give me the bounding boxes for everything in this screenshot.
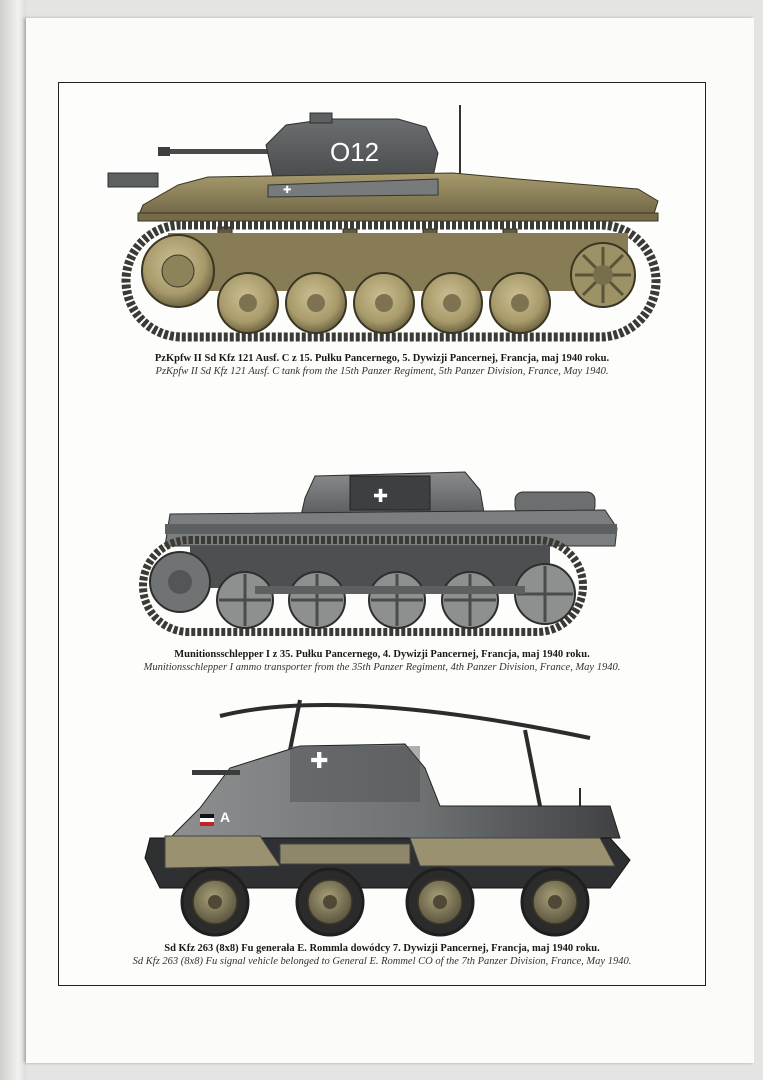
svg-text:✚: ✚ bbox=[373, 486, 389, 506]
caption-polish: Sd Kfz 263 (8x8) Fu generała E. Rommla dowódcy 7. Dywizji Pancernej, Francja, maj 1940 roku. bbox=[164, 943, 600, 954]
pzkpfw-ii-caption bbox=[58, 352, 706, 378]
turret-number: O12 bbox=[330, 137, 380, 167]
vehicle-marking: A bbox=[220, 809, 231, 825]
book-gutter bbox=[0, 0, 26, 1080]
caption-english: Sd Kfz 263 (8x8) Fu signal vehicle belonged to General E. Rommel CO of the 7th Panzer Division, France, May 1940. bbox=[132, 956, 632, 967]
sdkfz-263-caption bbox=[58, 942, 706, 968]
caption-english: PzKpfw II Sd Kfz 121 Ausf. C tank from the 15th Panzer Regiment, 5th Panzer Division, France, May 1940. bbox=[155, 366, 609, 377]
svg-text:✚: ✚ bbox=[310, 748, 329, 773]
caption-english: Munitionsschlepper I ammo transporter from the 35th Panzer Regiment, 4th Panzer Division, France, May 1940. bbox=[143, 662, 621, 673]
munitionsschlepper-caption bbox=[58, 648, 706, 674]
caption-polish: Munitionsschlepper I z 35. Pułku Pancernego, 4. Dywizji Pancernej, Francja, maj 1940 roku. bbox=[174, 649, 590, 660]
sdkfz-263-illustration bbox=[140, 688, 640, 938]
svg-text:✚: ✚ bbox=[283, 185, 292, 196]
munitionsschlepper-illustration bbox=[135, 468, 625, 640]
caption-polish: PzKpfw II Sd Kfz 121 Ausf. C z 15. Pułku Pancernego, 5. Dywizji Pancernej, Francja, maj 1940 roku. bbox=[154, 353, 610, 364]
pzkpfw-ii-illustration bbox=[98, 105, 673, 345]
